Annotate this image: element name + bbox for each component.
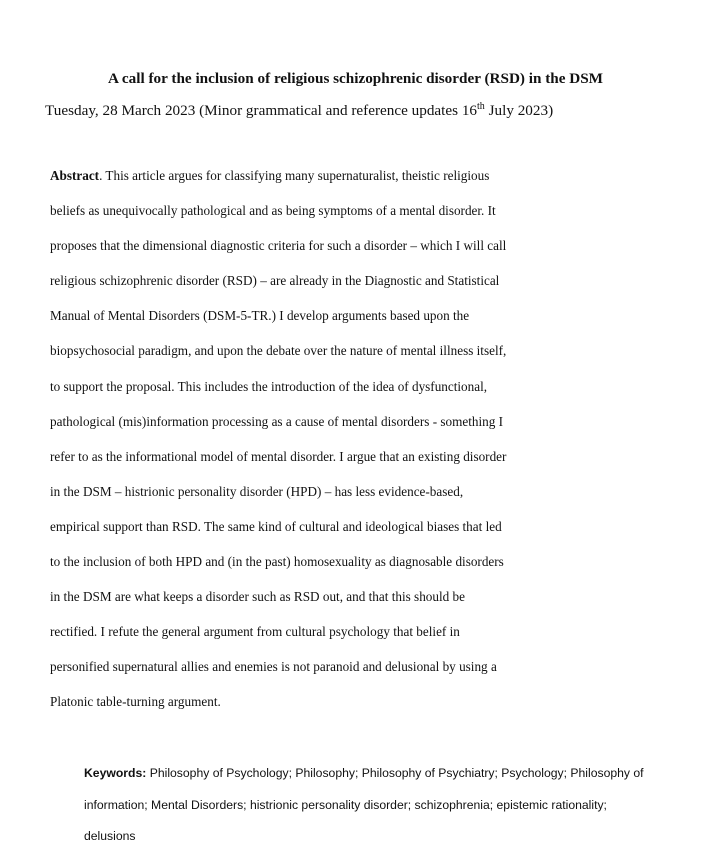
keywords-line: delusions [84, 829, 136, 843]
document-title: A call for the inclusion of religious schizophrenic disorder (RSD) in the DSM [108, 70, 604, 87]
abstract-line: in the DSM – histrionic personality disorder (HPD) – has less evidence-based, [50, 483, 464, 499]
abstract-paragraph [50, 165, 610, 727]
abstract-line: proposes that the dimensional diagnostic criteria for such a disorder – which I will call [50, 238, 507, 254]
date-ordinal-suffix: th [477, 100, 485, 112]
keywords-line-text: Philosophy of Psychology; Philosophy; Philosophy of Psychiatry; Psychology; Philosophy of [146, 766, 644, 780]
abstract-line: to the inclusion of both HPD and (in the past) homosexuality as diagnosable disorders [50, 554, 504, 570]
abstract-line: to support the proposal. This includes the introduction of the idea of dysfunctional, [50, 378, 488, 394]
abstract-line: beliefs as unequivocally pathological and as being symptoms of a mental disorder. It [50, 203, 496, 219]
abstract-line [50, 165, 610, 200]
keywords-section [84, 762, 704, 857]
abstract-line: Manual of Mental Disorders (DSM-5-TR.) I develop arguments based upon the [50, 308, 470, 324]
abstract-line: religious schizophrenic disorder (RSD) – are already in the Diagnostic and Statistical [50, 273, 500, 289]
abstract-line: biopsychosocial paradigm, and upon the debate over the nature of mental illness itself, [50, 343, 507, 359]
keywords-line [84, 762, 704, 794]
abstract-line: refer to as the informational model of mental disorder. I argue that an existing disorder [50, 448, 507, 464]
keywords-line: information; Mental Disorders; histrionic personality disorder; schizophrenia; epistemic rationality; [84, 797, 607, 812]
keywords-label: Keywords: [84, 766, 147, 780]
abstract-line: Platonic table-turning argument. [50, 694, 221, 710]
abstract-label: Abstract [50, 168, 100, 183]
abstract-line-text: . This article argues for classifying many supernaturalist, theistic religious [99, 168, 490, 183]
abstract-line: pathological (mis)information processing as a cause of mental disorders - something I [50, 413, 504, 429]
date-text: Tuesday, 28 March 2023 (Minor grammatical and reference updates 16 [45, 102, 478, 119]
abstract-line: in the DSM are what keeps a disorder such as RSD out, and that this should be [50, 589, 465, 605]
date-text-end: July 2023) [484, 102, 554, 119]
abstract-line: rectified. I refute the general argument from cultural psychology that belief in [50, 624, 460, 640]
document-date [45, 102, 553, 120]
abstract-line: personified supernatural allies and enemies is not paranoid and delusional by using a [50, 659, 497, 675]
abstract-line: empirical support than RSD. The same kind of cultural and ideological biases that led [50, 518, 502, 534]
